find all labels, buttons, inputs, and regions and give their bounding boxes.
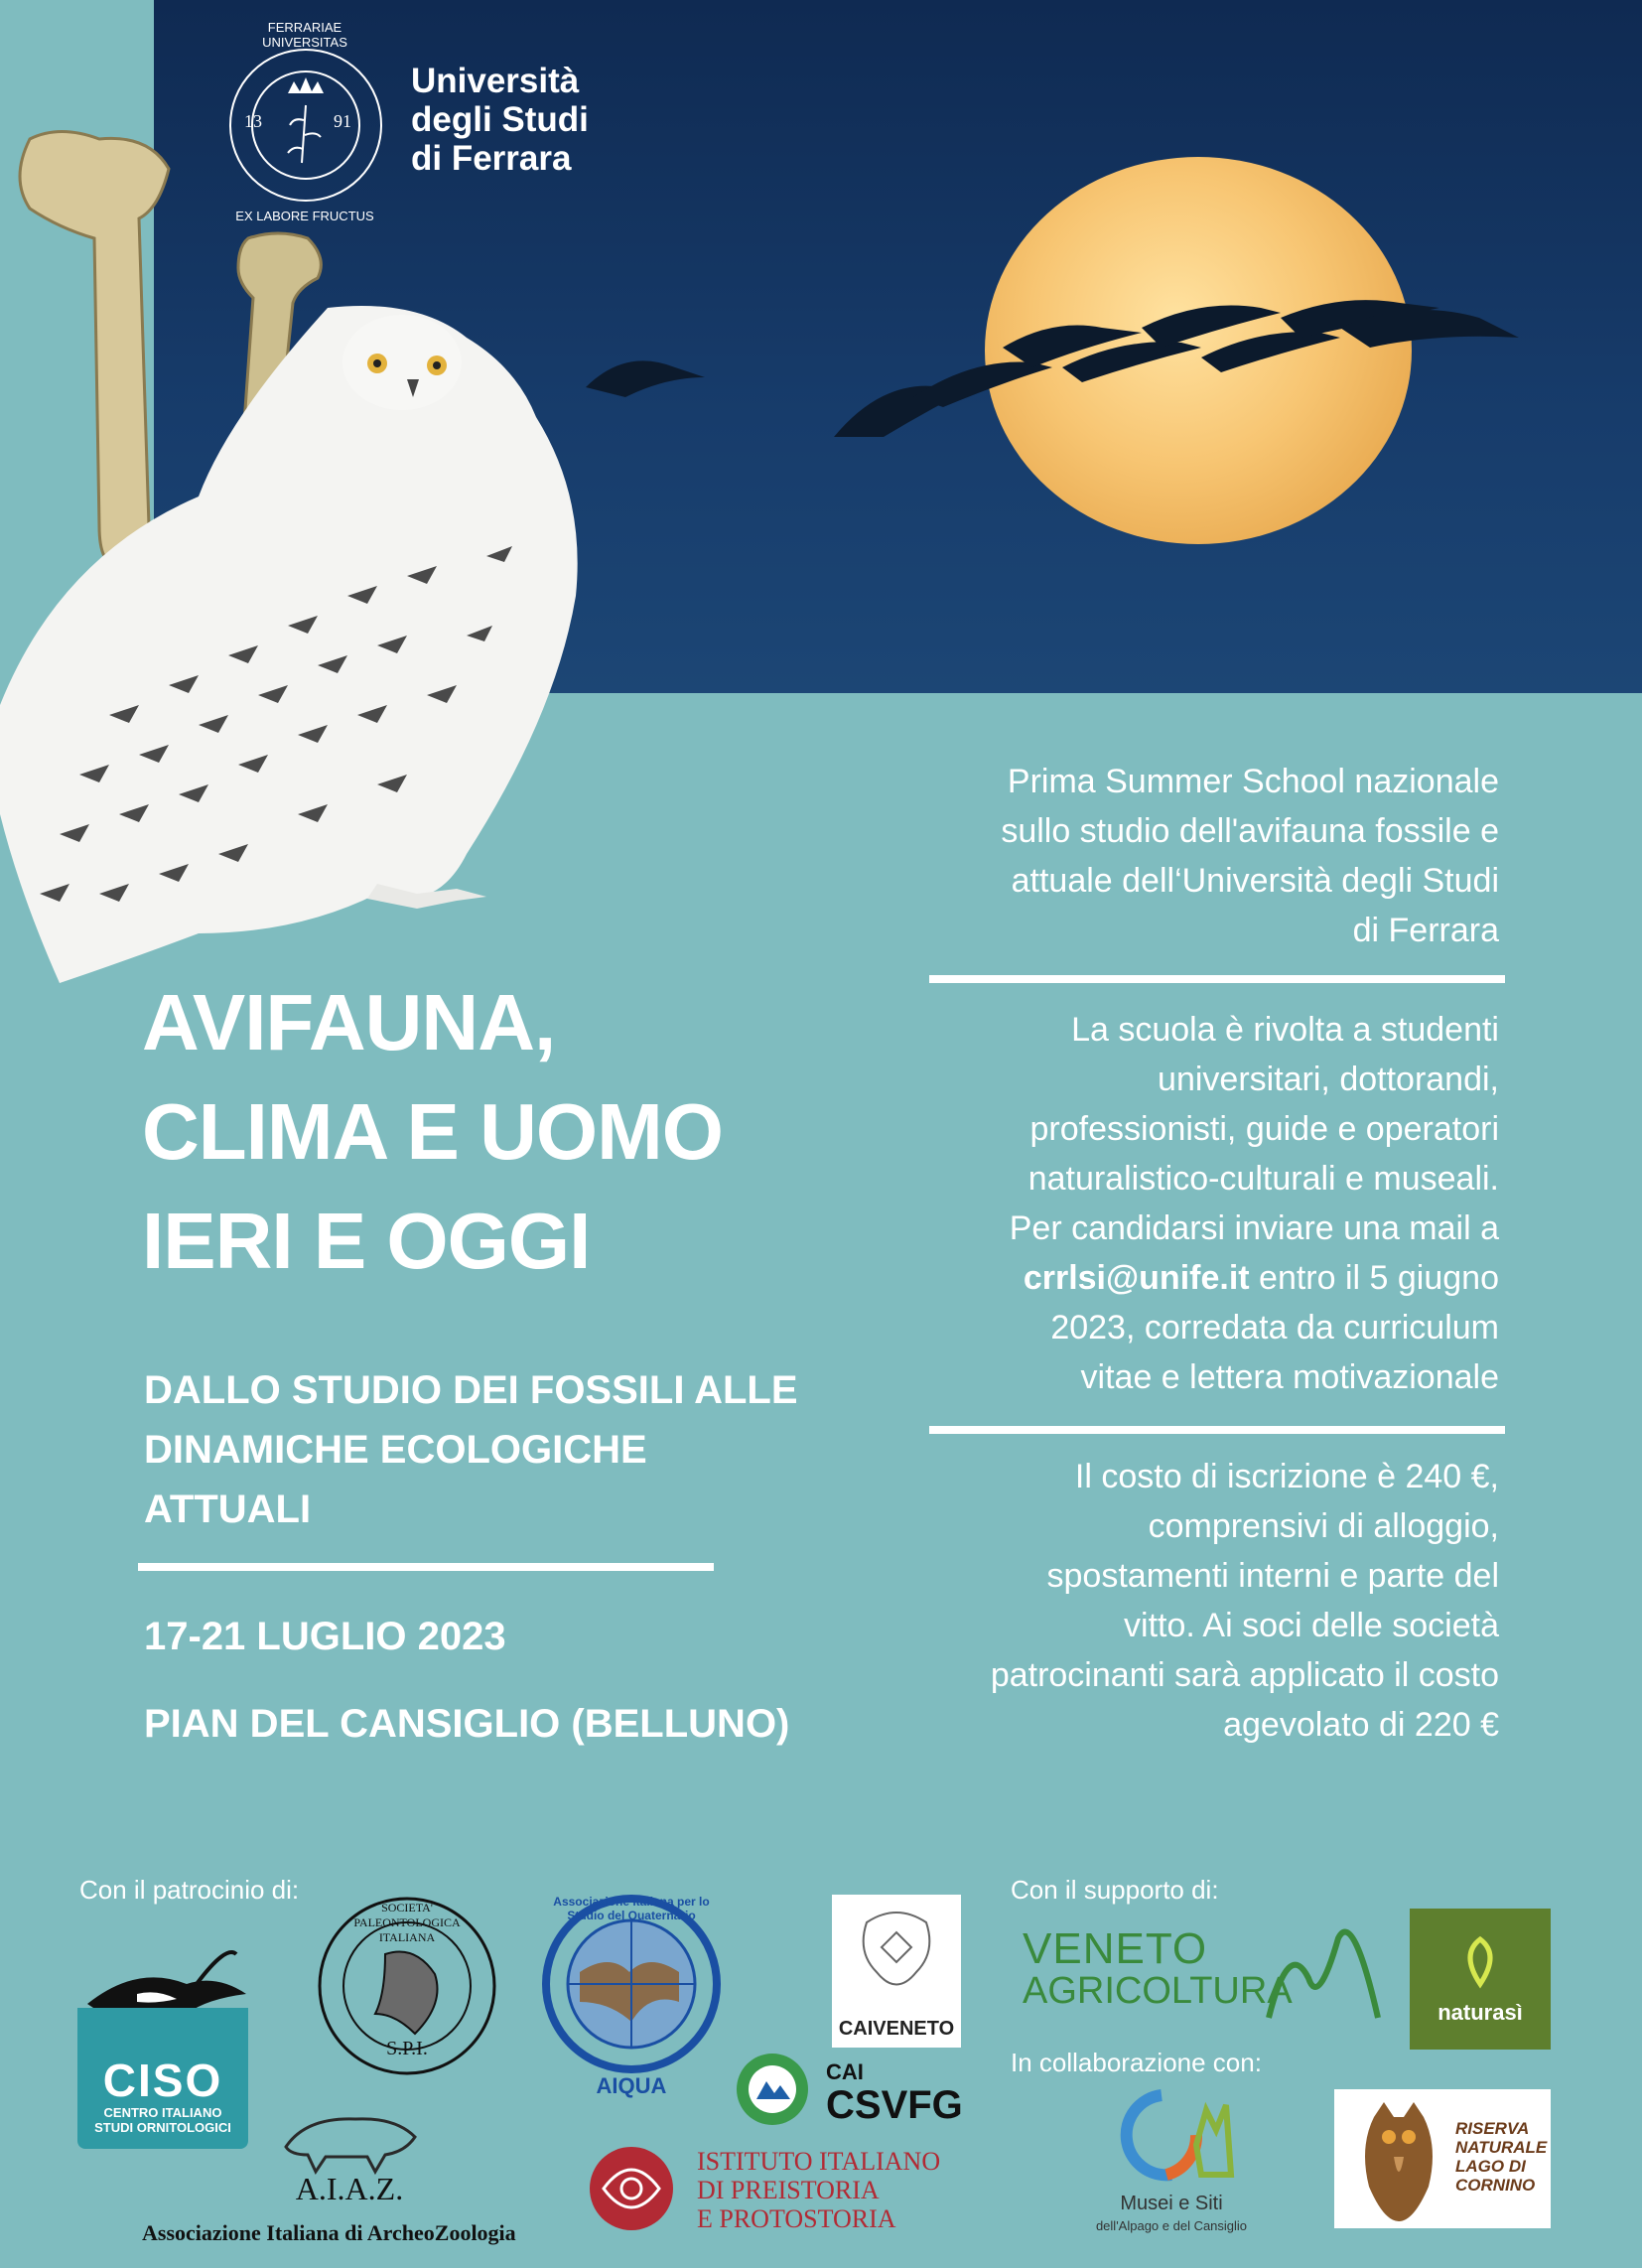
flying-birds-image	[586, 288, 1519, 487]
audience-line2: universitari, dottorandi,	[1158, 1061, 1499, 1098]
aiaz-abbrev: A.I.A.Z.	[295, 2171, 404, 2206]
leaf-icon	[1455, 1934, 1505, 1990]
title-line2: CLIMA E UOMO	[142, 1087, 723, 1176]
cost-line4: vitto. Ai soci delle società	[1124, 1607, 1499, 1644]
eagle-owl-icon	[1344, 2097, 1453, 2224]
university-name-line1: Università	[411, 62, 580, 100]
veneto-line1: VENETO	[1023, 1924, 1208, 1973]
riserva-cornino-logo	[1334, 2089, 1551, 2228]
patronage-label: Con il patrocinio di:	[79, 1875, 300, 1905]
cost-text	[874, 1452, 1499, 1750]
seal-year-left: 13	[244, 111, 262, 131]
cai-veneto-logo	[832, 1895, 961, 2048]
riserva-text	[1455, 2119, 1549, 2195]
intro-line2: sullo studio dell'avifauna fossile e	[1001, 812, 1499, 850]
musei-line1: Musei e Siti	[1120, 2193, 1223, 2214]
cai-emblem-icon	[847, 1903, 946, 2012]
riserva-line1: RISERVA	[1455, 2119, 1530, 2138]
subtitle	[144, 1360, 798, 1539]
aiaz-name: Associazione Italiana di ArcheoZoologia	[142, 2220, 516, 2245]
veneto-line2: AGRICOLTURA	[1023, 1970, 1293, 2012]
veneto-agricoltura-logo	[1023, 1924, 1293, 2012]
audience-line5: Per candidarsi inviare una mail a	[1009, 1209, 1499, 1247]
ciso-line2: STUDI ORNITOLOGICI	[94, 2120, 231, 2135]
audience-line4: naturalistico-culturali e museali.	[1027, 1160, 1499, 1198]
subtitle-line1: DALLO STUDIO DEI FOSSILI ALLE	[144, 1368, 798, 1412]
iipp-line2: DI PREISTORIA	[697, 2176, 880, 2204]
info-divider-1	[929, 975, 1505, 983]
cost-line3: spostamenti interni e parte del	[1046, 1557, 1499, 1595]
boar-icon	[276, 2097, 425, 2177]
cai-small-label: CAI	[826, 2059, 864, 2084]
subtitle-line3: ATTUALI	[144, 1488, 312, 1531]
support-label: Con il supporto di:	[1011, 1875, 1219, 1905]
intro-text	[874, 757, 1499, 955]
cost-line6: agevolato di 220 €	[1223, 1706, 1499, 1744]
aiqua-ring-text: Associazione Italiana per lo Studio del Quaternario	[553, 1895, 710, 1922]
audience-line6-text: entro il 5 giugno	[1249, 1259, 1499, 1297]
subtitle-line2: DINAMICHE ECOLOGICHE	[144, 1428, 647, 1472]
iipp-line3: E PROTOSTORIA	[697, 2204, 896, 2233]
spi-abbrev: S.P.I.	[386, 2038, 428, 2059]
audience-text	[874, 1005, 1499, 1402]
audience-line8: vitae e lettera motivazionale	[1080, 1358, 1499, 1396]
riserva-line4: CORNINO	[1455, 2176, 1536, 2195]
spi-ring-text: SOCIETA' PALEONTOLOGICA ITALIANA	[353, 1901, 461, 1944]
university-name-line2: degli Studi	[411, 100, 589, 139]
musei-emblem-icon	[1102, 2085, 1241, 2189]
cai-veneto-name: CAIVENETO	[838, 2018, 955, 2040]
musei-line2: dell'Alpago e del Cansiglio	[1095, 2218, 1248, 2233]
naturasi-logo	[1410, 1909, 1551, 2050]
seal-year-right: 91	[334, 111, 351, 131]
audience-line3: professionisti, guide e operatori	[1029, 1110, 1499, 1148]
csvfg-name: CSVFG	[826, 2083, 963, 2127]
intro-line1: Prima Summer School nazionale	[1007, 763, 1499, 800]
ciso-line1: CENTRO ITALIANO	[103, 2105, 222, 2120]
cost-line2: comprensivi di alloggio,	[1148, 1507, 1499, 1545]
snowy-owl-image	[0, 298, 596, 993]
spi-logo	[316, 1895, 498, 2077]
title-divider	[138, 1563, 714, 1571]
riserva-line2: NATURALE	[1455, 2138, 1548, 2157]
email-link[interactable]: crrlsi@unife.it	[1023, 1259, 1250, 1297]
university-name-line3: di Ferrara	[411, 139, 572, 178]
aiqua-logo	[540, 1893, 723, 2101]
iipp-line1: ISTITUTO ITALIANO	[697, 2147, 941, 2176]
event-place: PIAN DEL CANSIGLIO (BELLUNO)	[144, 1702, 790, 1746]
cost-line5: patrocinanti sarà applicato il costo	[990, 1656, 1499, 1694]
title-line1: AVIFAUNA,	[142, 978, 556, 1066]
aiqua-name: AIQUA	[596, 2073, 667, 2098]
audience-line1: La scuola è rivolta a studenti	[1071, 1011, 1499, 1049]
info-divider-2	[929, 1426, 1505, 1434]
naturasi-name: naturasì	[1437, 2000, 1523, 2025]
audience-line7: 2023, corredata da curriculum	[1050, 1309, 1499, 1347]
musei-siti-logo	[1072, 2085, 1271, 2244]
veneto-swoosh-icon	[1259, 1918, 1388, 2028]
ciso-name: CISO	[102, 2055, 223, 2106]
riserva-line3: LAGO DI	[1455, 2157, 1526, 2176]
iipp-emblem-icon	[584, 2141, 679, 2236]
audience-line6	[874, 1253, 1499, 1303]
main-title	[142, 968, 723, 1296]
ciso-logo	[77, 1944, 248, 2149]
event-dates: 17-21 LUGLIO 2023	[144, 1615, 506, 1658]
intro-line4: di Ferrara	[1352, 912, 1499, 949]
seal-motto-top: FERRARIAE UNIVERSITAS	[262, 20, 347, 50]
intro-line3: attuale dell‘Università degli Studi	[1011, 862, 1499, 900]
seal-motto-bottom: EX LABORE FRUCTUS	[235, 209, 374, 223]
iipp-name	[697, 2147, 940, 2233]
csvfg-badge-icon	[735, 2052, 810, 2127]
university-name	[411, 62, 589, 178]
cost-line1: Il costo di iscrizione è 240 €,	[1074, 1458, 1499, 1495]
title-line3: IERI E OGGI	[142, 1197, 591, 1285]
collaboration-label: In collaborazione con:	[1011, 2048, 1262, 2077]
